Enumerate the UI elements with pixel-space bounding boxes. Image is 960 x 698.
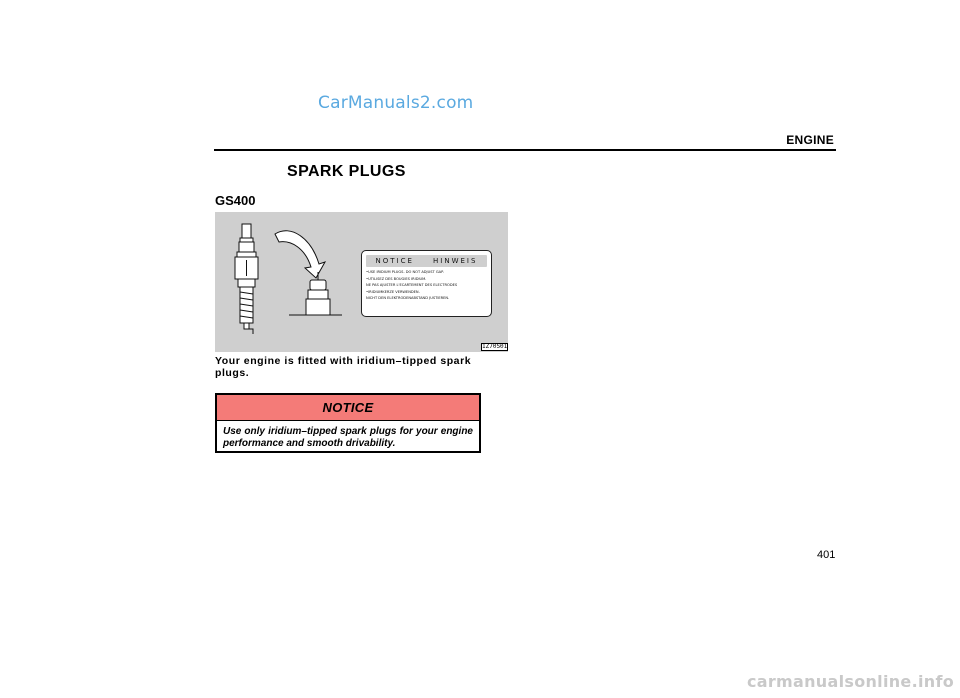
notice-heading: NOTICE [217, 395, 479, 421]
label-line: NE PAS AJUSTER L'ECARTEMENT DES ELECTRODES [366, 283, 458, 288]
model-heading: GS400 [215, 193, 256, 208]
label-line: NICHT DEN ELEKTRODENABSTAND JUSTIEREN. [366, 296, 450, 301]
watermark-top[interactable]: CarManuals2.com [318, 93, 474, 113]
body-paragraph: Your engine is fitted with iridium–tipped spark plugs. [215, 355, 472, 379]
figure-code: 1Z70S01 [482, 343, 508, 350]
label-line: •IRIDIUMKERZE VERWENDEN. [366, 289, 420, 294]
spark-plug-icon [235, 224, 258, 334]
page-number: 401 [817, 549, 836, 561]
watermark-bottom[interactable]: carmanualsonline.info [746, 672, 954, 691]
label-heading [366, 255, 487, 267]
label-heading-left: NOTICE [375, 257, 414, 265]
notice-label-sticker [361, 250, 492, 317]
section-label: ENGINE [786, 133, 834, 147]
label-line: •UTILISEZ DES BOUGIES IRIDIUM. [366, 276, 427, 281]
notice-box [215, 393, 481, 453]
notice-text: Use only iridium–tipped spark plugs for your engine performance and smooth drivability. [223, 426, 473, 449]
curved-arrow-icon [275, 231, 325, 278]
page-title: SPARK PLUGS [287, 163, 406, 180]
label-line: •USE IRIDIUM PLUGS. DO NOT ADJUST GAP. [366, 270, 444, 274]
spark-plug-illustration [215, 212, 508, 352]
label-heading-right: HINWEIS [433, 257, 478, 265]
header-rule [214, 149, 836, 151]
spark-plug-tip-icon [289, 272, 342, 315]
